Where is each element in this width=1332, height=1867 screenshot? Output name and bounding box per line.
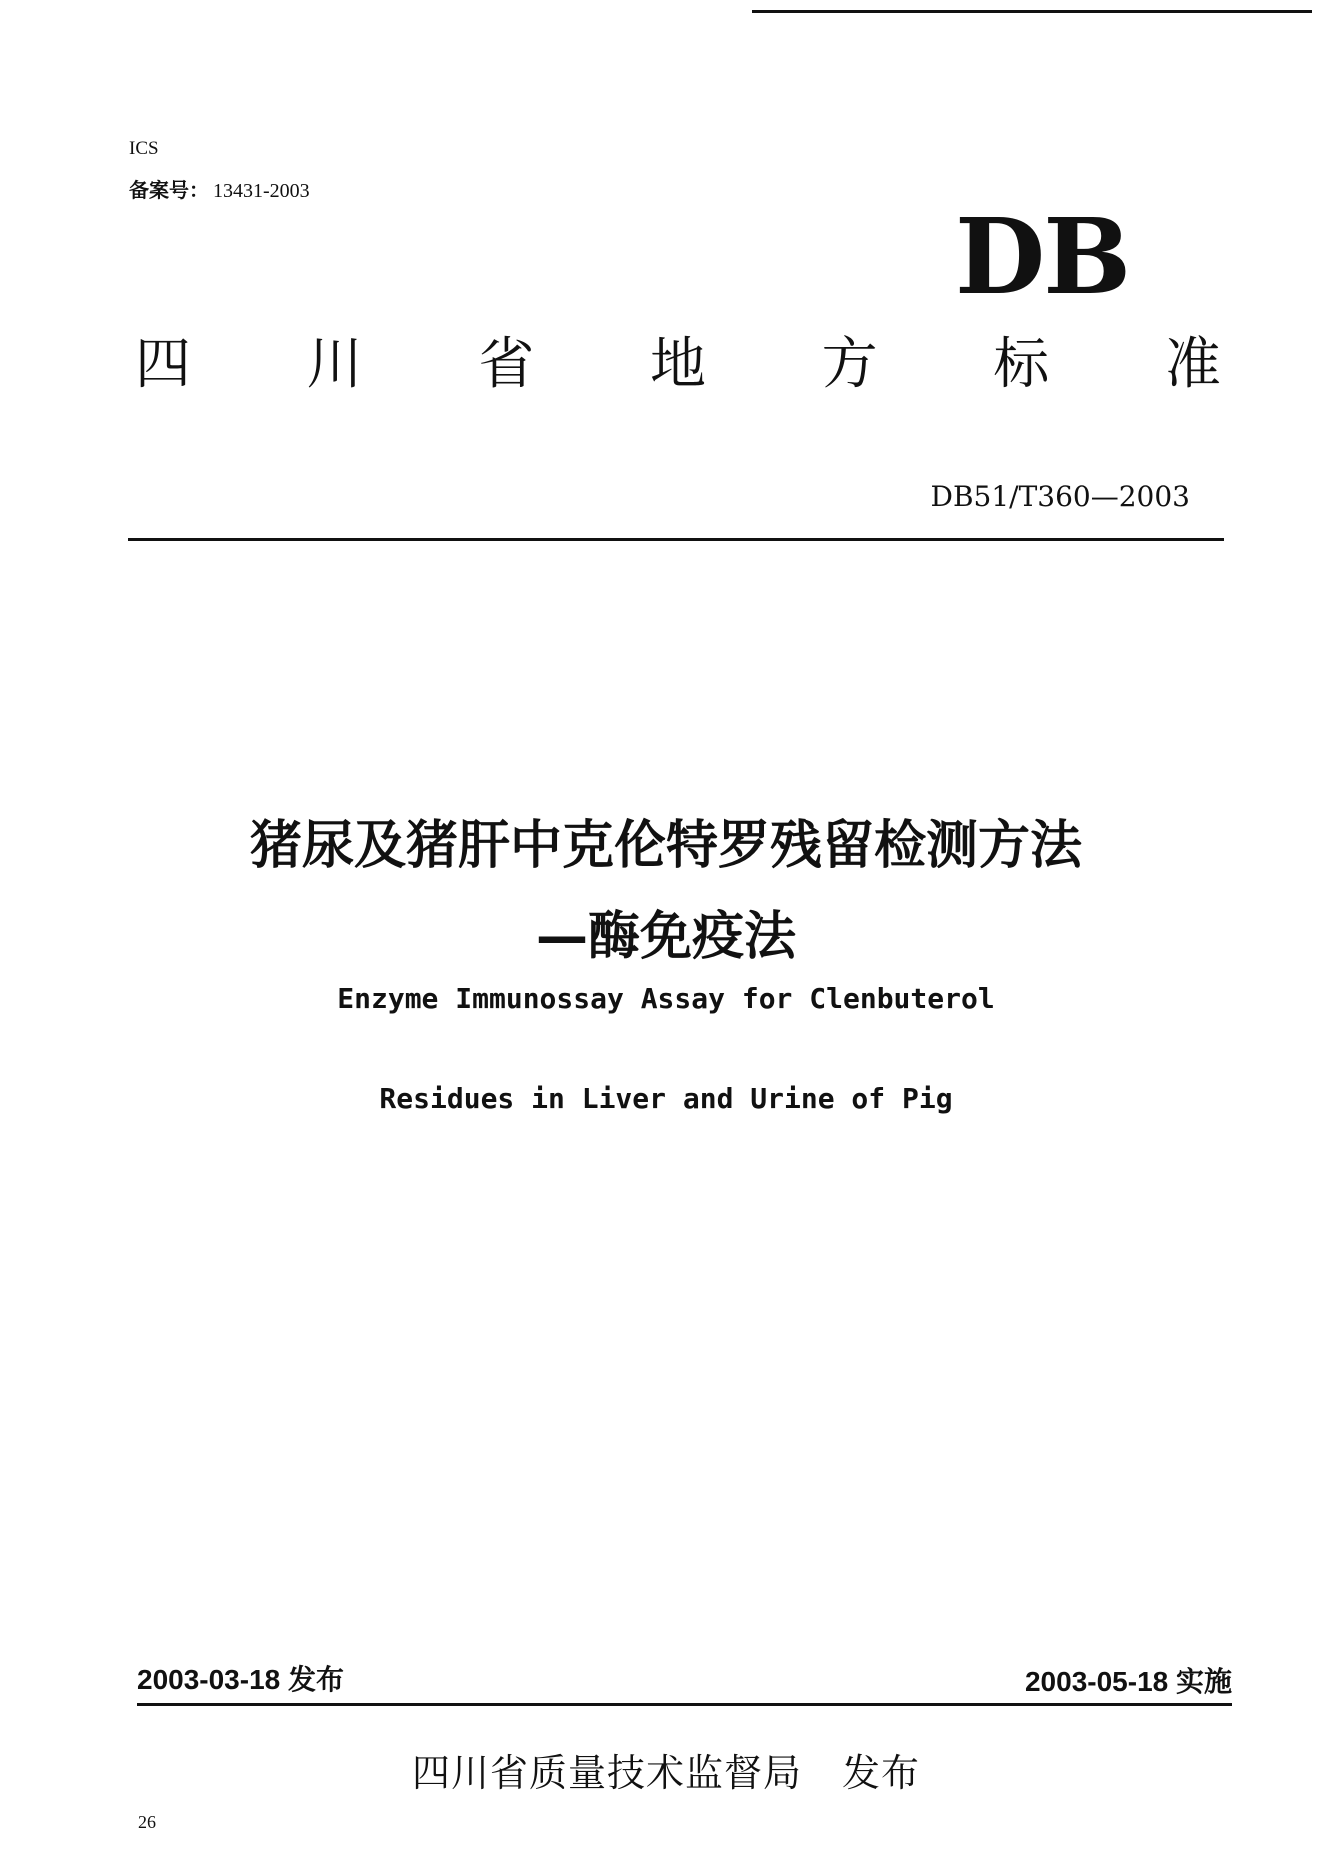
standard-title-char: 准 [1164, 332, 1221, 397]
standard-title-char: 标 [993, 332, 1050, 397]
filing-number: 13431-2003 [213, 180, 310, 202]
english-title-line-2: Residues in Liver and Urine of Pig [379, 1082, 953, 1115]
standard-title-char: 省 [478, 332, 535, 397]
issuer-name: 四川省质量技术监督局 [411, 1751, 802, 1795]
implementation-date: 2003-05-18 实施 [1024, 1666, 1232, 1697]
filing-number-line [129, 174, 310, 203]
top-border-line [752, 10, 1312, 13]
header-divider [128, 538, 1224, 541]
footer-divider [137, 1703, 1232, 1706]
document-title: 猪尿及猪肝中克伦特罗残留检测方法 [249, 816, 1082, 876]
english-title-line-1: Enzyme Immunossay Assay for Clenbuterol [337, 982, 995, 1015]
filing-label: 备案号： [129, 178, 209, 202]
standard-code: DB51/T360—2003 [930, 480, 1190, 513]
standard-title-char: 方 [821, 332, 878, 397]
db-logo: DB [955, 195, 1130, 318]
standard-title-char: 川 [306, 332, 363, 397]
ics-label: ICS [129, 138, 159, 159]
issuer-verb: 发布 [842, 1751, 921, 1795]
standard-title-char: 四 [135, 332, 191, 397]
standard-title-char: 地 [649, 332, 706, 397]
standard-title [128, 330, 1228, 400]
issuing-authority [0, 1742, 1332, 1797]
issue-date: 2003-03-18 发布 [137, 1664, 345, 1695]
page-number: 26 [138, 1812, 156, 1832]
document-subtitle: —酶免疫法 [535, 907, 796, 967]
